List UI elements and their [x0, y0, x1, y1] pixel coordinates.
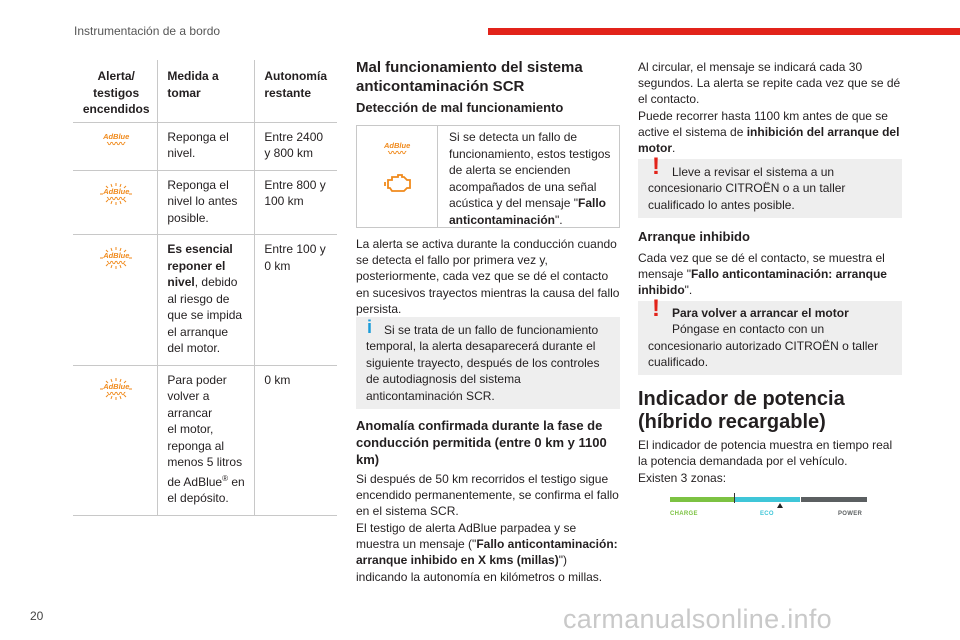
warning-box-text: Si se detecta un fallo de funcionamiento, estos testigos de alerta se encienden acompañados de una señal acústica y del mensaje "Fallo anticontaminación".	[449, 130, 611, 227]
adblue-icon: AdBlue 〰〰	[384, 141, 411, 158]
warning-note: ! Para volver a arrancar el motor Póngase en contacto con un concesionario autorizado CITROËN o taller cualificado.	[638, 301, 902, 375]
gauge-zone-power	[801, 497, 867, 502]
warning-icon: !	[652, 153, 660, 180]
section-title: Indicador de potencia (híbrido recargable)	[638, 388, 845, 433]
gauge-zone-charge	[670, 497, 734, 502]
paragraph: Existen 3 zonas:	[638, 471, 727, 485]
paragraph: La alerta se activa durante la conducción cuando se detecta el fallo por primera vez y, posteriormente, cada vez que se dé el contacto en sucesivos trayectos mientras la causa del fallo persista.	[356, 237, 620, 316]
header-accent-bar	[488, 28, 960, 35]
adblue-flashing-icon: AdBlue 〰〰	[98, 181, 134, 207]
table-cell-range: Entre 100 y 0 km	[255, 235, 337, 366]
table-cell-range: 0 km	[255, 365, 337, 515]
subsection-title: Detección de mal funcionamiento	[356, 100, 564, 115]
adblue-icon: AdBlue 〰〰	[103, 131, 130, 149]
paragraph: Si después de 50 km recorridos el testigo sigue encendido permanentemente, se confirma el fallo en el sistema SCR.	[356, 472, 619, 519]
subsection-title: Anomalía confirmada durante la fase de conducción permitida (entre 0 km y 1100 km)	[356, 418, 607, 467]
column-header: Medida a tomar	[158, 60, 255, 122]
warning-icon: !	[652, 295, 660, 322]
subsection-title: Arranque inhibido	[638, 229, 750, 244]
column-header: Alerta/ testigos encendidos	[73, 60, 158, 122]
table-row	[73, 170, 337, 235]
adblue-flashing-icon: AdBlue 〰〰	[98, 376, 134, 402]
adblue-flashing-icon: AdBlue 〰〰	[98, 245, 134, 271]
section-title: Mal funcionamiento del sistema anticontaminación SCR	[356, 59, 583, 95]
gauge-zero-mark	[734, 493, 735, 503]
gauge-label-charge: CHARGE	[670, 511, 698, 517]
table-cell-action: Es esencial reponer el nivel, debido al riesgo de que se impida el arranque del motor.	[158, 235, 255, 366]
running-header: Instrumentación de a bordo	[74, 24, 221, 38]
table-cell-action: Reponga el nivel.	[158, 122, 255, 170]
adblue-alert-table	[73, 60, 337, 516]
table-row	[73, 122, 337, 170]
engine-fault-icon	[384, 172, 412, 194]
paragraph: Cada vez que se dé el contacto, se muestra el mensaje "Fallo anticontaminación: arranque inhibido".	[638, 251, 887, 298]
column-header: Autonomía restante	[255, 60, 337, 122]
table-cell-range: Entre 800 y 100 km	[255, 170, 337, 235]
warning-lights-box	[356, 125, 620, 228]
paragraph: El indicador de potencia muestra en tiempo real la potencia demandada por el vehículo.	[638, 438, 893, 469]
table-row	[73, 365, 337, 515]
table-cell-range: Entre 2400 y 800 km	[255, 122, 337, 170]
warning-note: ! Lleve a revisar el sistema a un concesionario CITROËN o a un taller cualificado lo antes posible.	[638, 159, 902, 218]
info-icon: i	[367, 317, 373, 337]
gauge-zone-eco	[735, 497, 800, 502]
watermark: carmanualsonline.info	[563, 604, 832, 634]
table-cell-action: Reponga el nivel lo antes posible.	[158, 170, 255, 235]
table-header-row	[73, 60, 337, 122]
paragraph: Al circular, el mensaje se indicará cada 30 segundos. La alerta se repite cada vez que se dé el contacto.	[638, 60, 901, 107]
paragraph: Puede recorrer hasta 1100 km antes de que se active el sistema de inhibición del arranque del motor.	[638, 109, 900, 156]
gauge-needle-icon	[777, 503, 783, 508]
gauge-label-eco: ECO	[760, 511, 774, 517]
page-number: 20	[30, 609, 44, 623]
table-row	[73, 235, 337, 366]
paragraph: El testigo de alerta AdBlue parpadea y se muestra un mensaje ("Fallo anticontaminación: arranque inhibido en X kms (millas)") indicando la autonomía en kilómetros o millas.	[356, 521, 618, 584]
gauge-label-power: POWER	[838, 511, 863, 517]
table-cell-action: Para poder volver a arrancar el motor, reponga al menos 5 litros de AdBlue® en el depósito.	[158, 365, 255, 515]
info-note: i Si se trata de un fallo de funcionamiento temporal, la alerta desaparecerá durante el siguiente trayecto, después de los controles de autodiagnosis del sistema anticontaminación SCR.	[356, 317, 620, 409]
